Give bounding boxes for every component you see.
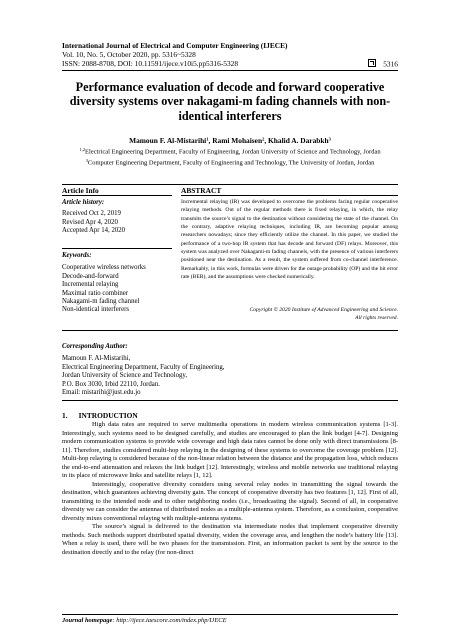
keyword: Incremental relaying xyxy=(62,281,119,289)
paper-title: Performance evaluation of decode and forward cooperative diversity systems over nakagami-m fading channels with non-identical interferers xyxy=(69,80,391,123)
section-body xyxy=(62,421,398,557)
issn-doi: ISSN: 2088-8708, DOI: 10.11591/ijece.v10i5.pp5316-5328 xyxy=(62,59,239,68)
rights-line: All rights reserved. xyxy=(355,315,398,321)
article-history xyxy=(62,199,172,236)
abstract-heading: ABSTRACT xyxy=(181,186,222,195)
info-top-rule xyxy=(62,184,398,185)
homepage-label: Journal homepage xyxy=(62,617,113,624)
history-item: Received Oct 2, 2019 xyxy=(62,210,121,218)
author-sup: 2 xyxy=(262,136,265,142)
keyword: Cooperative wireless networks xyxy=(62,264,146,272)
corresponding-author xyxy=(62,343,398,397)
contact-line: P.O. Box 3030, Irbid 22110, Jordan. xyxy=(62,380,160,388)
keywords-label: Keywords: xyxy=(62,252,92,259)
author-name: Mamoun F. Al-Mistarihi xyxy=(129,136,207,145)
author-list: Mamoun F. Al-Mistarihi$^1$, Rami Mohaisen$^2$, Khalid A. Darabkh$^3$ xyxy=(129,136,331,145)
author-name: Rami Mohaisen xyxy=(212,136,263,145)
info-bottom-rule xyxy=(62,330,398,331)
affiliation xyxy=(62,157,398,168)
volume-info: Vol. 10, No. 5, October 2020, pp. 5316~5328 xyxy=(62,50,196,59)
keywords xyxy=(62,252,172,315)
keyword: Non-identical interferers xyxy=(62,306,129,314)
contact-email: Email: mistarihi@just.edu.jo xyxy=(62,389,141,397)
keyword: Maximal ratio combiner xyxy=(62,289,129,297)
paragraph: High data rates are required to serve multimedia operations in modern wireless communication systems [1-3]. Interestingly, such systems need to be designed carefully, and studies are encouraged to plan the link budget [4-7]. Designing modern communication systems to provide wide coverage and high data rates cannot be done only with direct transmissions [8-11]. Therefore, studies considered multi-hop relaying in the designing of these systems to overcome the coverage problem [12]. Multi-hop relaying is considered because of the non-linear relation between the distance and the propagation loss, which reduces the end-to-end attenuation and relaxes the link budget [12]. Interestingly, wireless and mobile networks use traditional relaying in its place of microwave links and satellite relays [1, 12]. xyxy=(62,421,398,479)
keywords-rule xyxy=(62,248,172,249)
info-head-rule xyxy=(62,195,172,196)
copyright xyxy=(181,306,398,322)
journal-homepage: Journal homepage: http://ijece.iaescore.com/index.php/IJECE xyxy=(62,617,227,624)
affiliation-text: Computer Engineering Department, Faculty of Engineering and Technology, The University of Jordan, Jordan xyxy=(87,159,375,167)
keyword: Decode-and-forward xyxy=(62,272,119,280)
journal-name: International Journal of Electrical and Computer Engineering (IJECE) xyxy=(62,41,288,50)
author-sup: 3 xyxy=(328,136,331,142)
affiliations xyxy=(62,146,398,168)
section-heading: 1. INTRODUCTION xyxy=(62,411,138,420)
affiliation-text: Electrical Engineering Department, Faculty of Engineering, Jordan University of Science and Technology, Jordan xyxy=(85,148,381,156)
history-item: Accepted Apr 14, 2020 xyxy=(62,227,126,235)
paragraph: The source’s signal is delivered to the destination via intermediate nodes that implement cooperative diversity methods. Such methods support distributed spatial diversity, widen the coverage area, and lengthen the node’s battery life [13]. When a relay is used, there will be two phases for the transmission. First, an information packet is sent by the source to the destination directly and to the relay (for non-direct xyxy=(62,523,398,556)
page-number-group xyxy=(368,59,398,69)
footer-rule xyxy=(62,614,398,615)
page-corner-icon xyxy=(368,59,376,67)
contact-line: Jordan University of Science and Technology, xyxy=(62,372,188,380)
keyword: Nakagami-m fading channel xyxy=(62,298,140,306)
paragraph: Interestingly, cooperative diversity considers using several relay nodes in transmitting the signal towards the destination, which guarantees achieving diversity gain. The concept of cooperative diversity has two features [1, 12]. First of all, transmitting to the intended node and to other neighboring nodes (i.e., broadcasting the signal). Second of all, in cooperative diversity we can consider the antennas of distributed nodes as a multiple-antenna system. Therefore, as a conclusion, cooperative diversity mixes conventional relaying with multiple-antenna systems. xyxy=(62,480,398,522)
copyright-line: Copyright © 2020 Institute of Advanced Engineering and Science. xyxy=(249,307,398,313)
history-item: Revised Apr 4, 2020 xyxy=(62,218,118,226)
contact-line: Mamoun F. Al-Mistarihi, xyxy=(62,355,131,363)
author-name: Khalid A. Darabkh xyxy=(268,136,329,145)
abstract-head-rule xyxy=(181,195,398,196)
article-info-heading: Article Info xyxy=(62,186,99,195)
corresponding-label: Corresponding Author: xyxy=(62,343,128,350)
abstract-text: Incremental relaying (IR) was developed to overcome the problems facing regular cooperative relaying methods. Out of the regular methods there is fixed relaying, in which, the relay transmits the source’s signal to the destination without considering the state of the channel. On the contrary, adaptive relaying techniques, including IR, are becoming popular among researchers nowadays; since they efficiently utilize the channel. In this paper, we studied the performance of a two-hop IR system that has decode and forward (DF) relays. Moreover, this system was analyzed over Nakagami-m fading channels, with the presence of various interferers positioned near the destination. As a result, the system suffered from co-channel interference. Remarkably, in this work, formulas were driven for the outage probability (OP) and the bit error rate (BER), and the assumptions were checked numerically. xyxy=(181,199,398,281)
contact-bottom-rule xyxy=(62,400,398,401)
affiliation xyxy=(62,146,398,157)
affiliation-sup: 3 xyxy=(85,158,88,163)
affiliation-sup: 1,2 xyxy=(79,147,86,152)
page-number: 5316 xyxy=(383,59,398,69)
contact-line: Electrical Engineering Department, Faculty of Engineering, xyxy=(62,363,225,371)
homepage-url[interactable]: http://ijece.iaescore.com/index.php/IJECE xyxy=(116,617,227,624)
author-sup: 1 xyxy=(206,136,209,142)
history-label: Article history: xyxy=(62,199,105,206)
header-rule xyxy=(62,70,398,71)
journal-header xyxy=(62,41,398,68)
